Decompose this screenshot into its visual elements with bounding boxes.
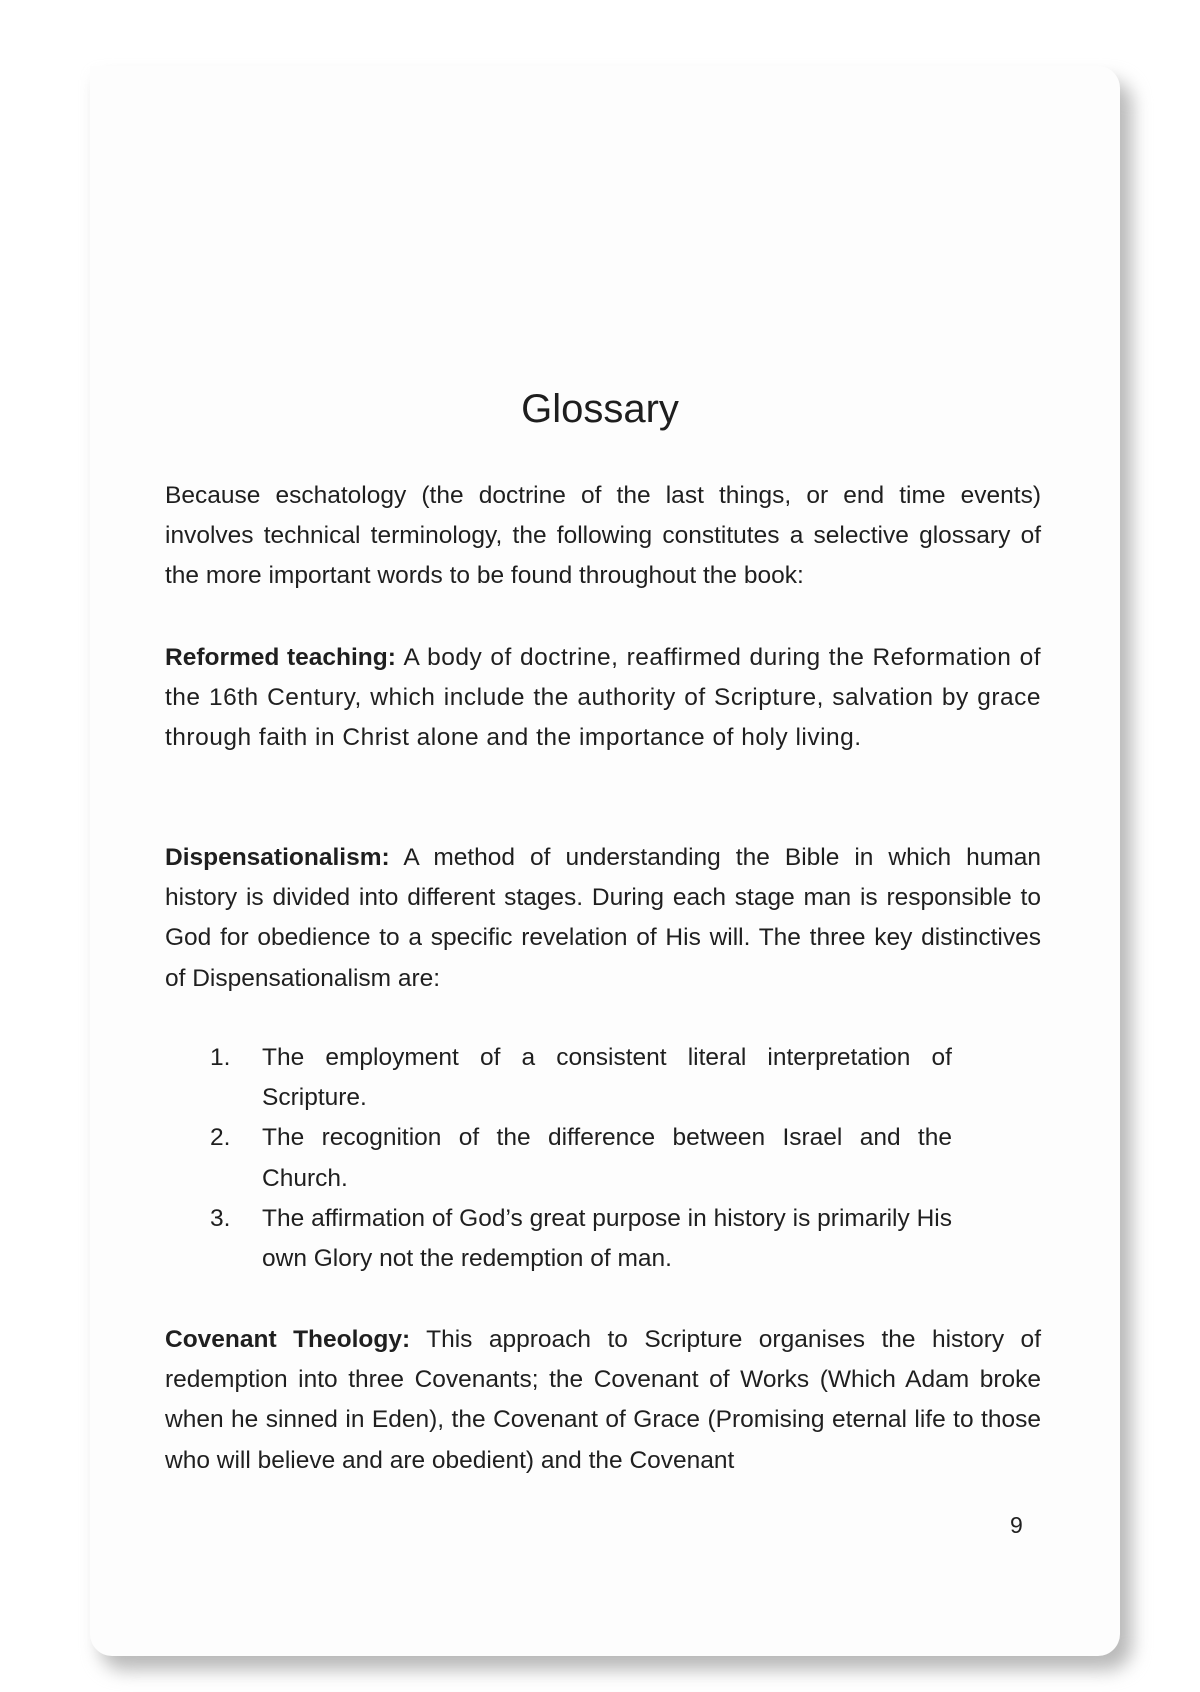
glossary-entry-dispensationalism xyxy=(165,838,1041,999)
glossary-entry-reformed-teaching xyxy=(165,638,1041,759)
glossary-term: Dispensationalism: xyxy=(165,844,390,871)
glossary-term: Reformed teaching: xyxy=(165,644,396,671)
list-item xyxy=(210,1199,952,1279)
glossary-term: Covenant Theology: xyxy=(165,1326,411,1353)
list-item xyxy=(210,1118,952,1198)
list-item-number: 2. xyxy=(210,1124,231,1152)
glossary-definition: This approach to Scripture organises the history of redemption into three Covenants; the Covenant of Works (Which Adam broke when he sinned in Eden), the Covenant of Grace (Promising eternal life to those who will believe and are obedient) and the Covenant xyxy=(165,1326,1041,1474)
page-title: Glossary xyxy=(521,387,679,431)
list-item-text: The recognition of the difference between Israel and the Church. xyxy=(262,1124,952,1192)
glossary-definition: A method of understanding the Bible in which human history is divided into different stages. During each stage man is responsible to God for obedience to a specific revelation of His will. The three key distinctives of Dispensationalism are: xyxy=(165,844,1041,992)
intro-paragraph: Because eschatology (the doctrine of the last things, or end time events) involves technical terminology, the following constitutes a selective glossary of the more important words to be found throughout the book: xyxy=(165,482,1041,590)
glossary-entry-covenant-theology xyxy=(165,1320,1041,1481)
glossary-definition: A body of doctrine, reaffirmed during the Reformation of the 16th Century, which include the authority of Scripture, salvation by grace through faith in Christ alone and the importance of holy living. xyxy=(165,644,1042,752)
list-item-text: The employment of a consistent literal interpretation of Scripture. xyxy=(262,1044,952,1112)
list-item-number: 3. xyxy=(210,1204,231,1232)
list-item xyxy=(210,1038,952,1118)
list-item-text: The affirmation of God’s great purpose in history is primarily His own Glory not the redemption of man. xyxy=(262,1204,952,1273)
distinctives-list xyxy=(210,1038,952,1279)
page-number: 9 xyxy=(1010,1512,1023,1538)
list-item-number: 1. xyxy=(210,1044,231,1071)
